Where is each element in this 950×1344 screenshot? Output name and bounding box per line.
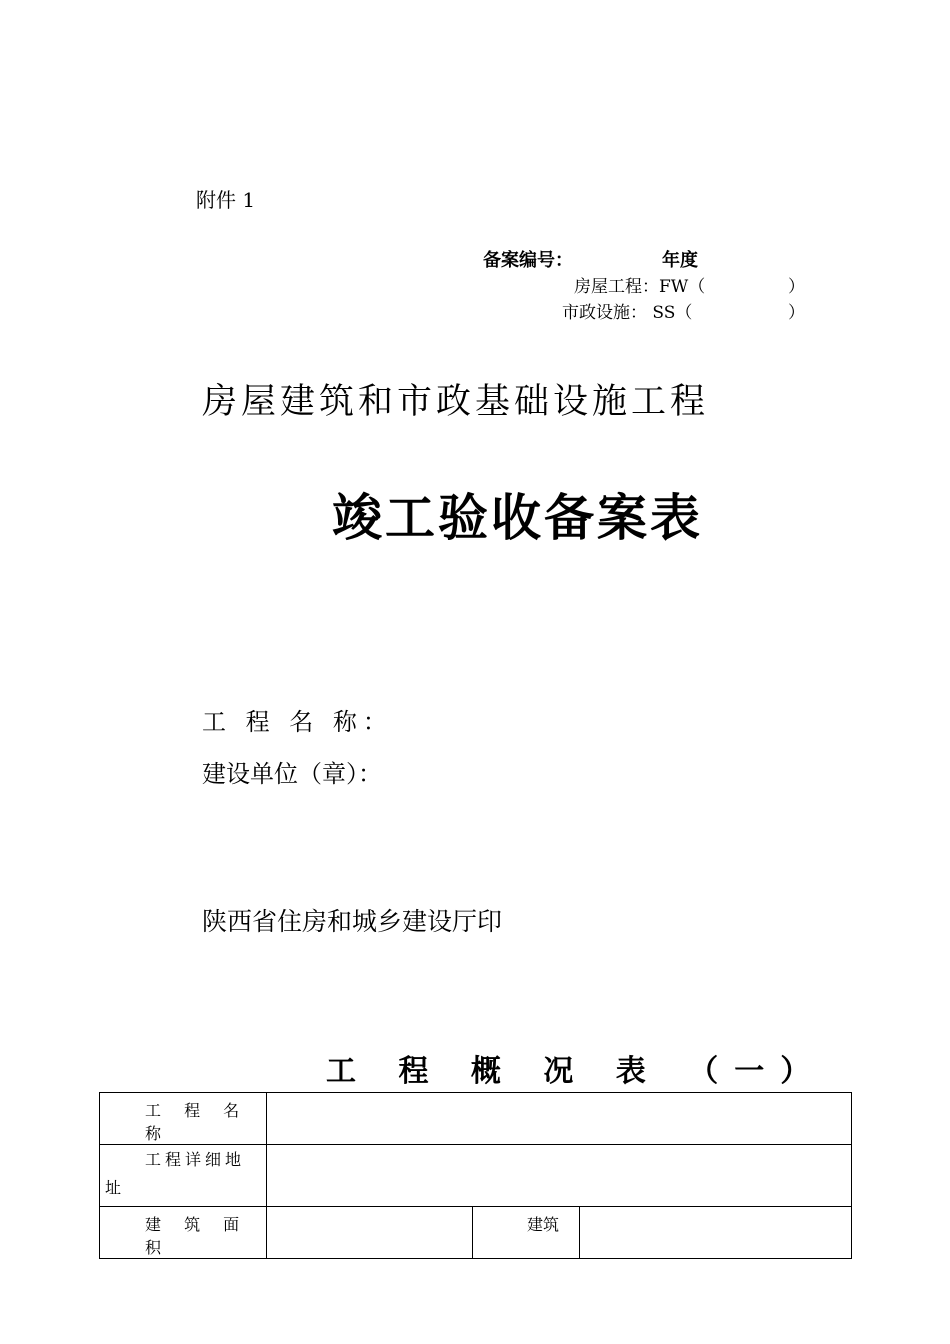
housing-project-code-close: ） [788,277,805,297]
table-row [100,1145,852,1207]
sub-title: 竣工验收备案表 [332,488,703,547]
address-label-line2: 址 [105,1178,122,1197]
attachment-label: 附件 1 [196,188,256,212]
municipal-facility-code-close: ） [788,303,805,323]
table-row [100,1207,852,1259]
housing-project-code: 房屋工程：FW（ [574,277,706,297]
project-name-label-cell: 工 程 名 称 [100,1093,267,1145]
address-label-cell [100,1145,267,1207]
municipal-facility-code: 市政设施： SS（ [562,303,693,323]
table-row [100,1093,852,1145]
overview-table-title: 工 程 概 况 表 （一） [326,1054,827,1089]
address-label-line1: 工程详细地 [145,1150,246,1169]
builder-unit-field-label: 建设单位（章）： [202,760,382,788]
project-name-field-label: 工 程 名 称： [202,708,393,736]
building-label-cell: 建筑 [473,1207,580,1259]
building-value-cell[interactable] [580,1207,852,1259]
area-label-cell: 建 筑 面 积 [100,1207,267,1259]
project-name-value-cell[interactable] [267,1093,852,1145]
main-title: 房屋建筑和市政基础设施工程 [202,382,710,422]
record-number-label: 备案编号： [483,250,573,271]
overview-table [99,1092,852,1259]
record-year-label: 年度 [662,250,698,271]
address-value-cell[interactable] [267,1145,852,1207]
area-value-cell[interactable] [267,1207,473,1259]
issuer-text: 陕西省住房和城乡建设厅印 [202,907,503,936]
